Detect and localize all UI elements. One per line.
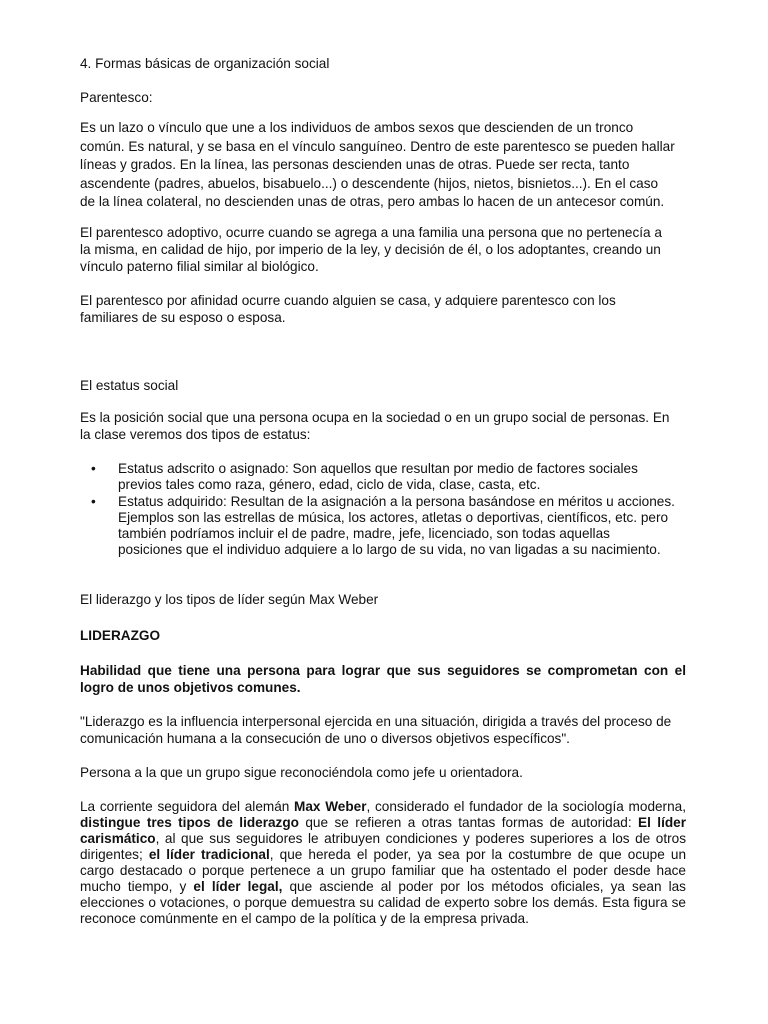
estatus-bullet-list: [80, 461, 686, 559]
weber-bold-legal: el líder legal,: [193, 879, 283, 894]
text-line: Ejemplos son las estrellas de música, los actores, atletas o deportivas, científicos, etc. pero: [118, 509, 669, 525]
weber-bold-max-weber: Max Weber: [294, 799, 367, 814]
weber-bold-carismatico: El líder carismático: [80, 815, 686, 846]
text-line: El parentesco por afinidad ocurre cuando alguien se casa, y adquiere parentesco con los: [80, 293, 616, 308]
text-line: El parentesco adoptivo, ocurre cuando se agrega a una familia una persona que no pertenecía a: [80, 225, 662, 240]
bullet-icon: •: [91, 461, 96, 476]
text-line: líneas y grados. En la línea, las personas descienden unas de otras. Puede ser recta, tanto: [80, 157, 630, 172]
weber-text-4: , al que sus seguidores le atribuyen condiciones y poderes superiores a los de otros dirigentes;: [80, 831, 686, 862]
weber-paragraph: [80, 799, 686, 927]
text-line: la clase veremos dos tipos de estatus:: [80, 427, 311, 442]
parentesco-paragraph-2: [80, 224, 686, 275]
weber-text-6: que asciende al poder por los métodos oficiales, ya sean las elecciones o votaciones, o porque demuestra su calidad de experto sobre los demás. Esta figura se reconoce comúnmente en el campo de la política y de la empresa privada.: [80, 879, 686, 926]
weber-bold-tres-tipos: distingue tres tipos de liderazgo: [80, 815, 299, 830]
liderazgo-definition: Habilidad que tiene una persona para lograr que sus seguidores se comprometan con el logro de unos objetivos comunes.: [80, 663, 686, 695]
liderazgo-title: LIDERAZGO: [80, 628, 161, 643]
parentesco-heading: Parentesco:: [80, 90, 153, 105]
text-line: familiares de su esposo o esposa.: [80, 310, 286, 325]
list-item: [80, 461, 686, 494]
text-line: de la línea colateral, no descienden unas de otras, pero ambas lo hacen de un antecesor común.: [80, 194, 665, 209]
weber-bold-tradicional: el líder tradicional: [148, 847, 270, 862]
text-line: Es un lazo o vínculo que une a los individuos de ambos sexos que descienden de un tronco: [80, 120, 634, 135]
weber-text-3: que se refieren a otras tantas formas de autoridad:: [298, 815, 639, 830]
text-line: la misma, en calidad de hijo, por imperio de la ley, y decisión de él, o los adoptantes, creando un: [80, 242, 661, 257]
liderazgo-quote: "Liderazgo es la influencia interpersonal ejercida en una situación, dirigida a través del proceso de comunicación humana a la consecución de uno o diversos objetivos específicos".: [80, 714, 672, 746]
estatus-intro: [80, 409, 686, 443]
weber-text-1: La corriente seguidora del alemán: [80, 799, 295, 814]
text-line: Estatus adquirido: Resultan de la asignación a la persona basándose en méritos u acciones.: [118, 493, 675, 509]
bullet-icon: •: [91, 493, 96, 509]
estatus-heading: El estatus social: [80, 378, 179, 393]
text-line: también podríamos incluir el de padre, madre, jefe, licenciado, son todas aquellas: [118, 526, 610, 542]
text-line: vínculo paterno filial similar al biológico.: [80, 259, 319, 274]
weber-text-2: , considerado el fundador de la sociología moderna,: [366, 799, 686, 814]
liderazgo-intro-heading: El liderazgo y los tipos de líder según Max Weber: [80, 592, 379, 607]
parentesco-paragraph-1: [80, 119, 686, 212]
text-line: común. Es natural, y se basa en el vínculo sanguíneo. Dentro de este parentesco se pueden hallar: [80, 138, 675, 154]
text-line: Es la posición social que una persona ocupa en la sociedad o en un grupo social de personas. En: [80, 410, 670, 425]
text-line: ascendente (padres, abuelos, bisabuelo...) o descendente (hijos, nietos, bisnietos...). En el caso: [80, 175, 659, 191]
weber-text-5: , que hereda el poder, ya sea por la costumbre de que ocupe un cargo destacado o porque pertenece a un grupo familiar que ha ostentado el poder desde hace mucho tiempo, y: [80, 847, 686, 894]
liderazgo-persona: Persona a la que un grupo sigue reconociéndola como jefe u orientadora.: [80, 765, 523, 780]
parentesco-paragraph-3: [80, 292, 686, 326]
text-line: previos tales como raza, género, edad, ciclo de vida, clase, casta, etc.: [118, 477, 541, 493]
section-heading: 4. Formas básicas de organización social: [80, 56, 330, 71]
list-item: [80, 494, 686, 559]
text-line: posiciones que el individuo adquiere a lo largo de su vida, no van ligadas a su nacimiento.: [118, 542, 661, 558]
text-line: Estatus adscrito o asignado: Son aquellos que resultan por medio de factores sociales: [118, 461, 638, 476]
